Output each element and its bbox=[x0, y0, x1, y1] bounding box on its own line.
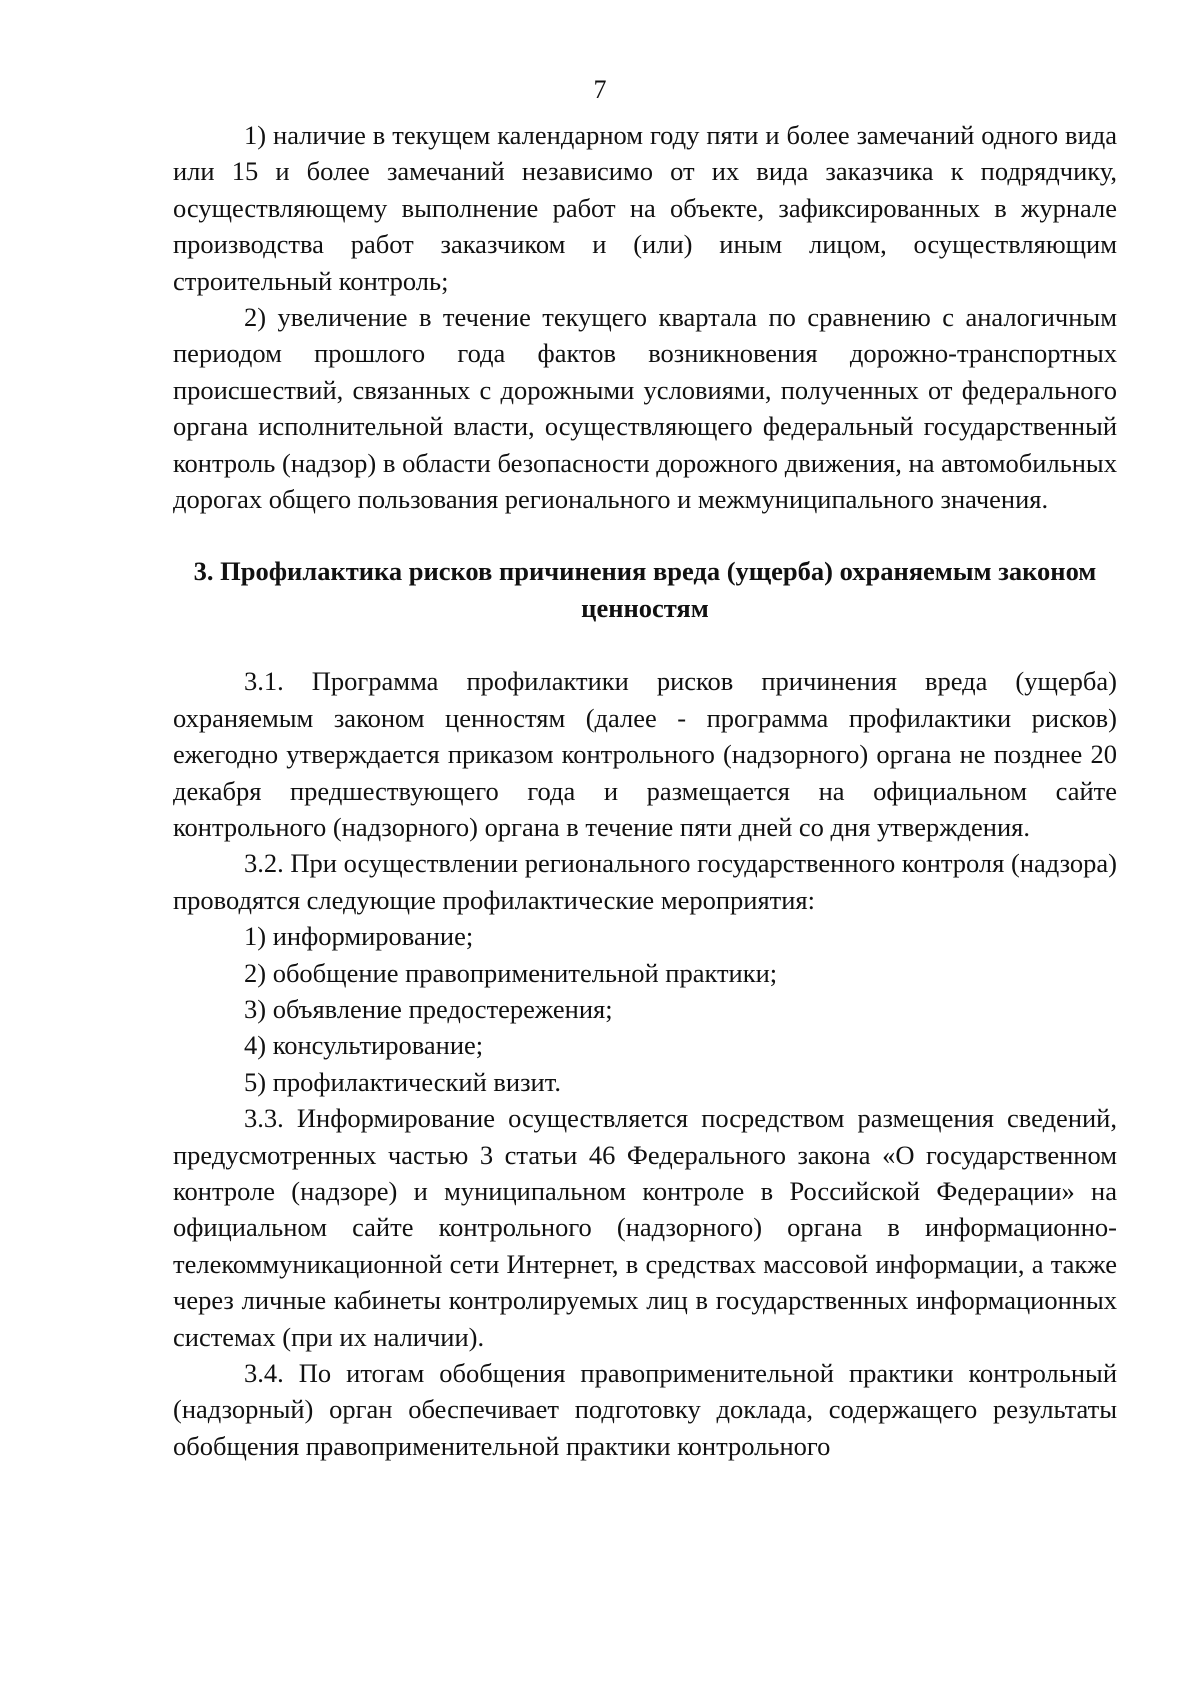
list-item: 3) объявление предостережения; bbox=[244, 993, 613, 1024]
page-number: 7 bbox=[593, 75, 607, 104]
paragraph-3-3: 3.3. Информирование осуществляется посредством размещения сведений, предусмотренных частью 3 статьи 46 Федерального закона «О государственном контроле (надзоре) и муниципальном контроле в Российской Федерации» на официальном сайте контрольного (надзорного) органа в информационно-телекоммуникационной сети Интернет, в средствах массовой информации, а также через личные кабинеты контролируемых лиц в государственных информационных системах (при их наличии). bbox=[173, 1103, 1117, 1352]
section-heading: 3. Профилактика рисков причинения вреда (ущерба) охраняемым законом ценностям bbox=[193, 556, 1097, 623]
list-item: 2) обобщение правоприменительной практики; bbox=[244, 957, 778, 988]
list-item: 1) информирование; bbox=[244, 921, 474, 952]
document-body bbox=[173, 117, 1117, 1464]
list-item: 5) профилактический визит. bbox=[244, 1066, 561, 1097]
paragraph-3-4: 3.4. По итогам обобщения правоприменительной практики контрольный (надзорный) орган обеспечивает подготовку доклада, содержащего результаты обобщения правоприменительной практики контрольного bbox=[173, 1358, 1117, 1461]
paragraph-3-1: 3.1. Программа профилактики рисков причинения вреда (ущерба) охраняемым законом ценностям (далее - программа профилактики рисков) ежегодно утверждается приказом контрольного (надзорного) органа не позднее 20 декабря предшествующего года и размещается на официальном сайте контрольного (надзорного) органа в течение пяти дней со дня утверждения. bbox=[173, 666, 1117, 842]
list-item: 4) консультирование; bbox=[244, 1030, 484, 1061]
paragraph-3-2: 3.2. При осуществлении регионального государственного контроля (надзора) проводятся следующие профилактические мероприятия: bbox=[173, 848, 1117, 915]
paragraph-item-1: 1) наличие в текущем календарном году пяти и более замечаний одного вида или 15 и более замечаний независимо от их вида заказчика к подрядчику, осуществляющему выполнение работ на объекте, зафиксированных в журнале производства работ заказчиком и (или) иным лицом, осуществляющим строительный контроль; bbox=[173, 120, 1117, 296]
paragraph-item-2: 2) увеличение в течение текущего квартала по сравнению с аналогичным периодом прошлого года фактов возникновения дорожно-транспортных происшествий, связанных с дорожными условиями, полученных от федерального органа исполнительной власти, осуществляющего федеральный государственный контроль (надзор) в области безопасности дорожного движения, на автомобильных дорогах общего пользования регионального и межмуниципального значения. bbox=[173, 302, 1117, 515]
